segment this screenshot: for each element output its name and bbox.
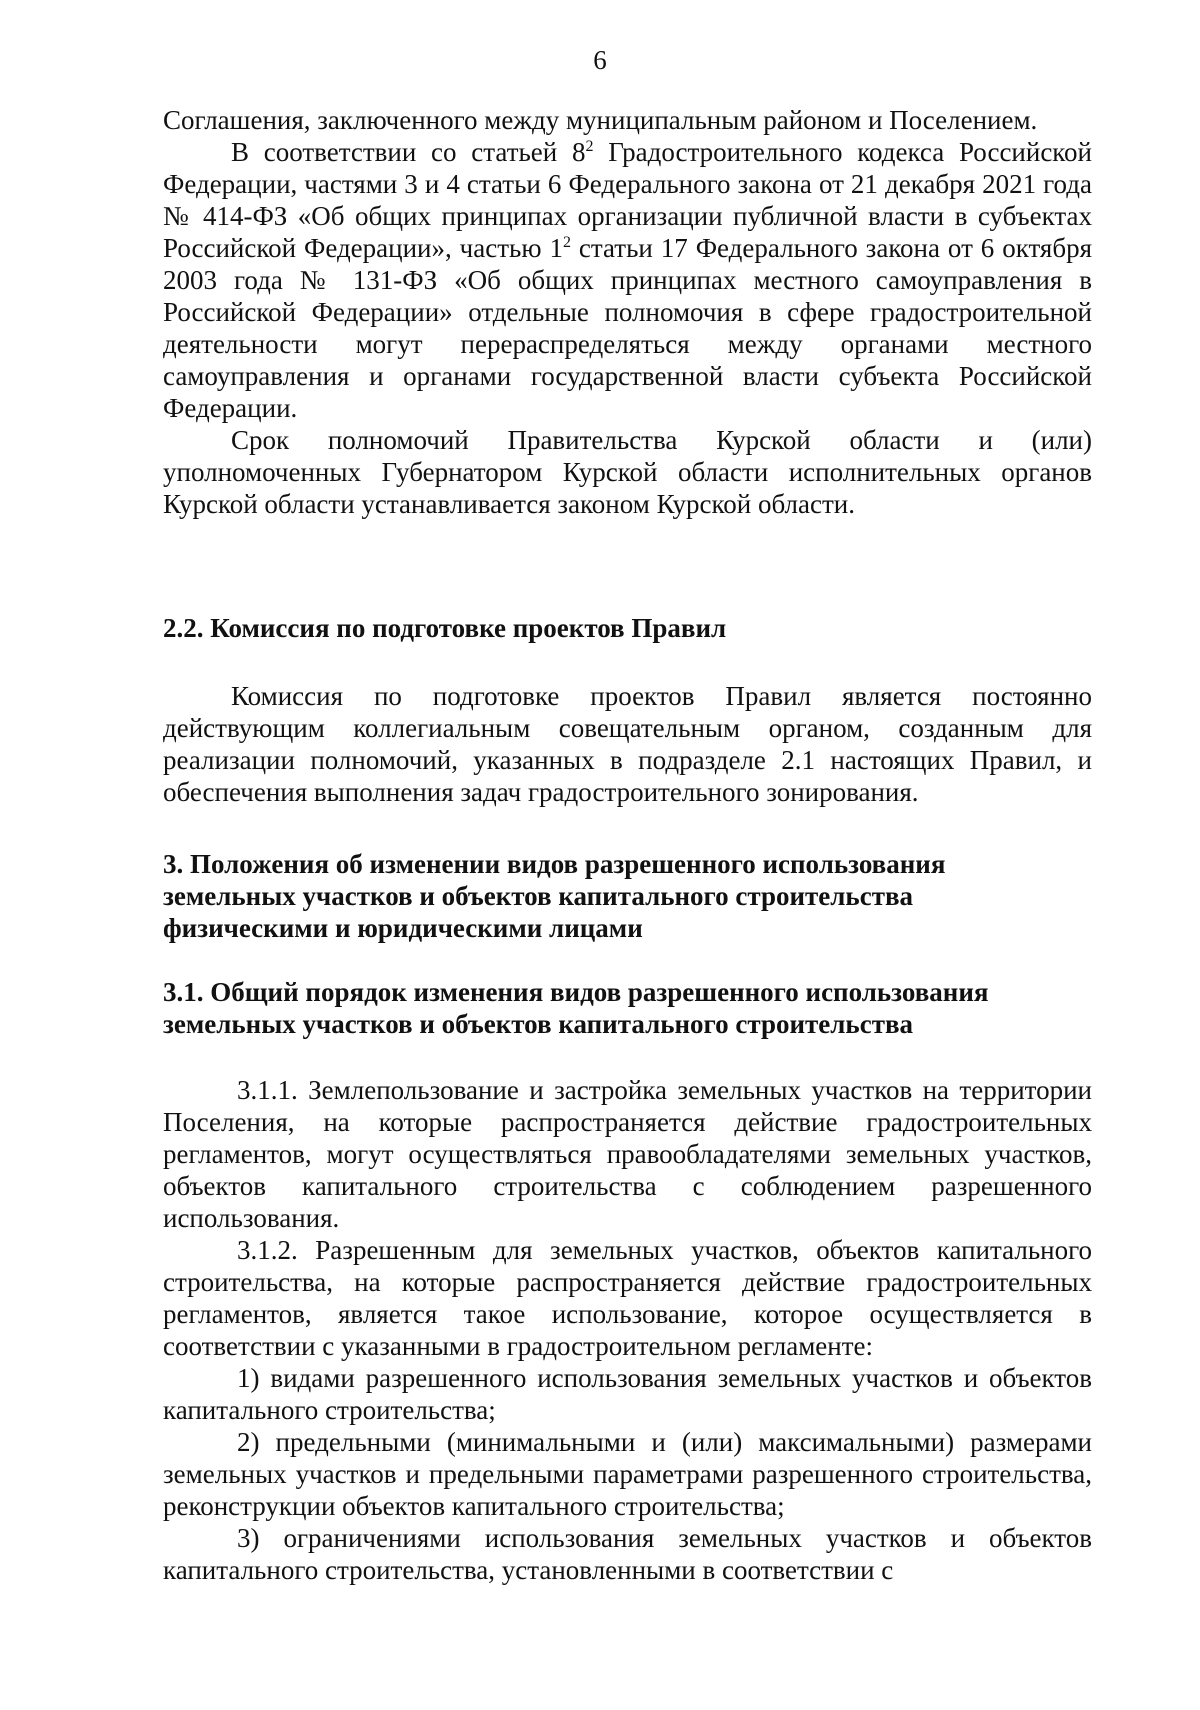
- intro-paragraph-3: Срок полномочий Правительства Курской области и (или) уполномоченных Губернатором Курской области исполнительных органов Курской области устанавливается законом Курской области.: [163, 425, 1092, 519]
- section-2-2-heading-block: [163, 612, 1092, 644]
- section-3-1-body: [163, 1074, 1092, 1586]
- section-3-heading-line-3: физическими и юридическими лицами: [163, 913, 643, 943]
- section-3-1-heading-block: [163, 976, 1092, 1040]
- superscript-2-second: 2: [562, 234, 571, 251]
- paragraph-3-1-1: 3.1.1. Землепользование и застройка земельных участков на территории Поселения, на которые распространяется действие градостроительных регламентов, могут осуществляться правообладателями земельных участков, объектов капитального строительства с соблюдением разрешенного использования.: [163, 1075, 1092, 1233]
- intro-paragraph-2-part-c: статьи 17 Федерального закона от 6 октября 2003 года № 131-ФЗ «Об общих принципах местного самоуправления в Российской Федерации» отдельные полномочия в сфере градостроительной деятельности могут перераспределяться между органами местного самоуправления и органами государственной власти субъекта Российской Федерации.: [163, 233, 1093, 423]
- section-3-1-heading-line-1: 3.1. Общий порядок изменения видов разрешенного использования: [163, 977, 989, 1007]
- section-3-1-heading-line-2: земельных участков и объектов капитального строительства: [163, 1009, 914, 1039]
- intro-paragraph-2-part-a: В соответствии со статьей 8: [231, 137, 586, 167]
- section-3-heading-line-1: 3. Положения об изменении видов разрешенного использования: [163, 849, 946, 879]
- section-2-2-heading: 2.2. Комиссия по подготовке проектов Правил: [163, 613, 727, 643]
- section-3-heading-block: [163, 848, 1092, 944]
- paragraph-3-1-2: 3.1.2. Разрешенным для земельных участков, объектов капитального строительства, на которые распространяется действие градостроительных регламентов, является такое использование, которое осуществляется в соответствии с указанными в градостроительном регламенте:: [163, 1235, 1092, 1361]
- list-item-2: 2) предельными (минимальными и (или) максимальными) размерами земельных участков и предельными параметрами разрешенного строительства, реконструкции объектов капитального строительства;: [163, 1427, 1092, 1521]
- section-2-2-body: [163, 680, 1092, 808]
- superscript-2: 2: [585, 138, 594, 155]
- section-3-heading-line-2: земельных участков и объектов капитального строительства: [163, 881, 914, 911]
- list-item-3: 3) ограничениями использования земельных участков и объектов капитального строительства, установленными в соответствии с: [163, 1523, 1092, 1585]
- intro-paragraph-1: Соглашения, заключенного между муниципальным районом и Поселением.: [163, 105, 1038, 135]
- intro-block: [163, 104, 1092, 520]
- intro-paragraph-2-part-b: Градостроительного кодекса Российской Федерации, частями 3 и 4 статьи 6 Федерального закона от 21 декабря 2021 года № 414-ФЗ «Об общих принципах организации публичной власти в субъектах Российской Федерации», частью 1: [163, 137, 1093, 263]
- intro-paragraph-2: [163, 136, 1092, 424]
- page-number: 6: [593, 45, 607, 75]
- list-item-1: 1) видами разрешенного использования земельных участков и объектов капитального строительства;: [163, 1363, 1092, 1425]
- section-2-2-paragraph: Комиссия по подготовке проектов Правил является постоянно действующим коллегиальным совещательным органом, созданным для реализации полномочий, указанных в подразделе 2.1 настоящих Правил, и обеспечения выполнения задач градостроительного зонирования.: [163, 681, 1092, 807]
